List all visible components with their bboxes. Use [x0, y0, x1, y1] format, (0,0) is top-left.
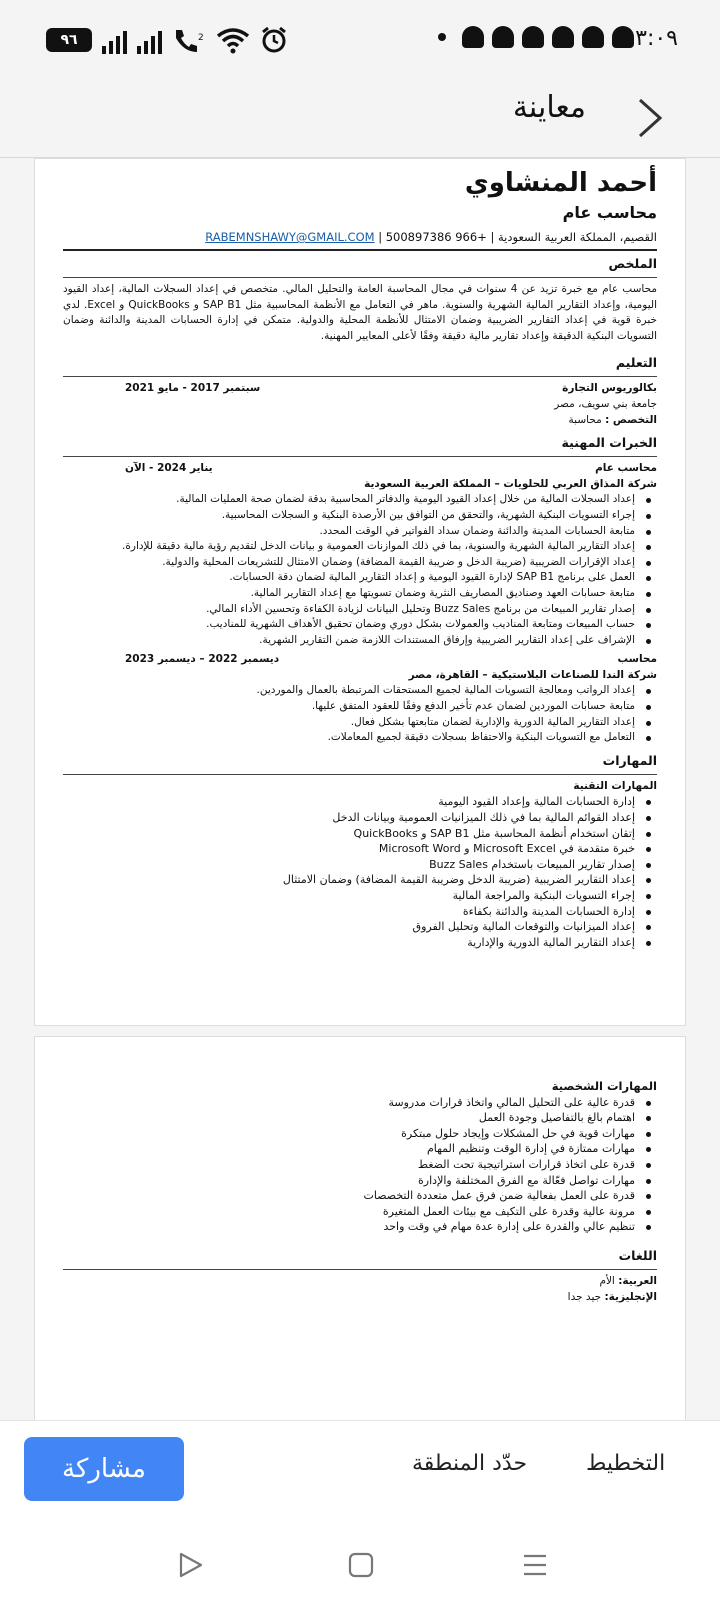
list-item: إدارة الحسابات المدينة والدائنة بكفاءة — [63, 904, 635, 920]
snapchat-icon — [552, 26, 574, 48]
tech-skills-list — [63, 794, 657, 950]
system-icons — [102, 24, 288, 54]
language-name: الإنجليزية: — [604, 1290, 657, 1303]
system-nav-bar — [0, 1530, 720, 1604]
list-item: قدرة على اتخاذ قرارات استراتيجية تحت الضغط — [63, 1157, 635, 1173]
list-item: إعداد الميزانيات والتوقعات المالية وتحليل الفروق — [63, 919, 635, 935]
select-area-button[interactable]: حدّد المنطقة — [412, 1451, 528, 1476]
languages-heading: اللغات — [618, 1247, 657, 1263]
divider — [63, 277, 657, 278]
document-preview[interactable] — [0, 158, 720, 1420]
share-button[interactable]: مشاركة — [24, 1437, 184, 1501]
list-item: إعداد الرواتب ومعالجة التسويات المالية لجميع المستحقات المرتبطة بالعمال والموردين. — [63, 683, 635, 699]
snapchat-icon — [522, 26, 544, 48]
list-item: متابعة الحسابات المدينة والدائنة وضمان سداد الفواتير في الوقت المحدد. — [63, 524, 635, 540]
list-item: حساب المبيعات ومتابعة المناديب والعمولات بشكل دوري وضمان تحقيق الأهداف الشهرية للمناديب. — [63, 617, 635, 633]
back-icon[interactable] — [175, 1550, 205, 1580]
alarm-icon — [260, 26, 288, 54]
list-item: تنظيم عالي والقدرة على إدارة عدة مهام في وقت واحد — [63, 1219, 635, 1235]
language-level: جيد جدا — [567, 1290, 602, 1303]
list-item: إعداد التقارير الضريبية (ضريبة الدخل وضريبة القيمة المضافة) وضمان الامتثال — [63, 872, 635, 888]
list-item: إعداد التقارير المالية الدورية والإدارية لضمان متابعتها بشكل فعال. — [63, 715, 635, 731]
major-line — [63, 413, 657, 429]
summary-text: محاسب عام مع خبرة تزيد عن 4 سنوات في مجال المحاسبة العامة والتحليل المالي. متخصص في إعداد السجلات المالية، إعداد القيود اليومية، وإعداد التقارير المالية الشهرية والسنوية. ماهر في التعامل مع الأنظمة المحاسبية مثل SAP B1 و QuickBooks و Excel. لدي خبرة قوية في إعداد التقارير الضريبية وضمان الامتثال للأنظمة المحلية والدولية. متمكن في إدارة الحسابات المدينة والدائنة وضمان التسويات البنكية الدقيقة وإعداد تقارير مالية دقيقة وفقًا لأعلى المعايير المهنية. — [63, 283, 658, 342]
resume-job-title: محاسب عام — [562, 203, 657, 222]
svg-text:2: 2 — [198, 33, 204, 43]
job-bullets — [63, 683, 657, 745]
chevron-right-icon[interactable] — [630, 96, 670, 140]
education-row — [63, 381, 657, 397]
personal-skills-heading: المهارات الشخصية — [551, 1079, 657, 1093]
more-notifications-dot — [438, 33, 446, 41]
snapchat-icon — [582, 26, 604, 48]
app-header — [0, 82, 720, 158]
list-item: إدارة الحسابات المالية وإعداد القيود اليومية — [63, 794, 635, 810]
contact-line — [63, 229, 657, 245]
list-item: خبرة متقدمة في Microsoft Excel و Microsoft Word — [63, 841, 635, 857]
list-item: إعداد التقارير المالية الدورية والإدارية — [63, 935, 635, 951]
snapchat-icon — [612, 26, 634, 48]
job-dates: ديسمبر 2022 – ديسمبر 2023 — [125, 653, 280, 666]
job-bullets — [63, 492, 657, 648]
list-item: مهارات تواصل فعّالة مع الفرق المختلفة والإدارة — [63, 1173, 635, 1189]
major-value: محاسبة — [568, 413, 602, 426]
snapchat-icon — [492, 26, 514, 48]
home-icon[interactable] — [346, 1550, 376, 1580]
degree: بكالوريوس التجارة — [562, 382, 657, 395]
list-item: قدرة على العمل بفعالية ضمن فرق عمل متعددة التخصصات — [63, 1188, 635, 1204]
summary-heading: الملخص — [608, 256, 657, 271]
list-item: العمل على برنامج SAP B1 لإدارة القيود اليومية و إعداد التقارير المالية لضمان دقة الحسابات. — [63, 570, 635, 586]
list-item: متابعة حسابات العهد وصناديق المصاريف النثرية وضمان تسويتها مع إعداد التقارير المالية. — [63, 586, 635, 602]
list-item: الإشراف على إعداد التقارير الضريبية وإرفاق المستندات اللازمة ضمن التقارير الشهرية. — [63, 633, 635, 649]
list-item: إصدار تقارير المبيعات من برنامج Buzz Sales وتحليل البيانات لزيادة الكفاءة وتحسين الأداء المالي. — [63, 602, 635, 618]
signal-icon — [102, 31, 127, 54]
status-bar — [0, 0, 720, 82]
divider — [63, 456, 657, 457]
job-company: شركة الندا للصناعات البلاستيكية – القاهرة، مصر — [408, 668, 657, 681]
recents-icon[interactable] — [520, 1550, 550, 1580]
job-role: محاسب — [617, 653, 657, 666]
list-item: إصدار تقارير المبيعات باستخدام Buzz Sales — [63, 857, 635, 873]
wifi-calling-icon — [172, 26, 206, 54]
layout-button[interactable]: التخطيط — [586, 1451, 666, 1476]
wifi-icon — [216, 26, 250, 54]
education-dates: سبتمبر 2017 - مايو 2021 — [125, 382, 261, 395]
email-link[interactable]: RABEMNSHAWY@GMAIL.COM — [205, 230, 375, 244]
list-item: إعداد السجلات المالية من خلال إعداد القيود اليومية والدفاتر المحاسبية بدقة لضمان صحة العمليات المالية. — [63, 492, 635, 508]
experience-heading: الخبرات المهنية — [561, 435, 657, 451]
list-item: إعداد التقارير المالية الشهرية والسنوية، بما في ذلك الموازنات العمومية و بيانات الدخل لتقديم رؤية مالية دقيقة للإدارة. — [63, 539, 635, 555]
list-item: التعامل مع التسويات البنكية والاحتفاظ بسجلات دقيقة لجميع المعاملات. — [63, 730, 635, 746]
personal-skills-list — [63, 1095, 657, 1235]
education-heading: التعليم — [615, 355, 657, 371]
list-item: متابعة حسابات الموردين لضمان عدم تأخير الدفع وفقًا للعقود المتفق عليها. — [63, 699, 635, 715]
phone-number: | 500897386 966+ — [378, 230, 487, 244]
notification-icons — [438, 26, 634, 48]
skills-heading: المهارات — [602, 752, 657, 768]
resume-page-2 — [34, 1036, 686, 1420]
list-item: إجراء التسويات البنكية الشهرية، والتحقق من التوافق بين الأرصدة البنكية و السجلات المحاسبية. — [63, 508, 635, 524]
list-item: إتقان استخدام أنظمة المحاسبة مثل SAP B1 و QuickBooks — [63, 826, 635, 842]
page-title: معاينة — [512, 90, 586, 125]
job-role: محاسب عام — [595, 462, 657, 475]
job-dates: يناير 2024 - الآن — [125, 462, 213, 475]
list-item: قدرة عالية على التحليل المالي واتخاذ قرارات مدروسة — [63, 1095, 635, 1111]
battery-indicator: ٩٦ — [46, 28, 92, 52]
divider — [63, 249, 657, 251]
list-item: إعداد الإقرارات الضريبية (ضريبة الدخل و ضريبة القيمة المضافة) وضمان الامتثال للتشريعات المحلية والدولية. — [63, 555, 635, 571]
list-item: إعداد القوائم المالية بما في ذلك الميزانيات العمومية وبيانات الدخل — [63, 810, 635, 826]
resume-page-1 — [34, 158, 686, 1026]
tech-skills-heading: المهارات التقنية — [573, 779, 657, 792]
major-label: التخصص : — [605, 413, 657, 426]
language-level: الأم — [599, 1274, 615, 1287]
resume-name: أحمد المنشاوي — [464, 168, 657, 198]
language-name: العربية: — [618, 1274, 657, 1287]
divider — [63, 1269, 657, 1270]
university: جامعة بني سويف، مصر — [554, 397, 657, 410]
divider — [63, 774, 657, 775]
snapchat-icon — [462, 26, 484, 48]
list-item: مرونة عالية وقدرة على التكيف مع بيئات العمل المتغيرة — [63, 1204, 635, 1220]
list-item: مهارات قوية في حل المشكلات وإيجاد حلول مبتكرة — [63, 1126, 635, 1142]
list-item: اهتمام بالغ بالتفاصيل وجودة العمل — [63, 1110, 635, 1126]
clock: ٣:٠٩ — [635, 26, 678, 51]
job-row — [63, 461, 657, 477]
list-item: مهارات ممتازة في إدارة الوقت وتنظيم المهام — [63, 1141, 635, 1157]
signal-icon — [137, 31, 162, 54]
job-row — [63, 652, 657, 668]
list-item: إجراء التسويات البنكية والمراجعة المالية — [63, 888, 635, 904]
divider — [63, 376, 657, 377]
language-row — [63, 1274, 657, 1290]
job-company: شركة المذاق العربي للحلويات – المملكة العربية السعودية — [364, 477, 657, 490]
location: القصيم، المملكة العربية السعودية | — [490, 230, 657, 244]
language-row — [63, 1290, 657, 1306]
bottom-action-bar — [0, 1420, 720, 1530]
